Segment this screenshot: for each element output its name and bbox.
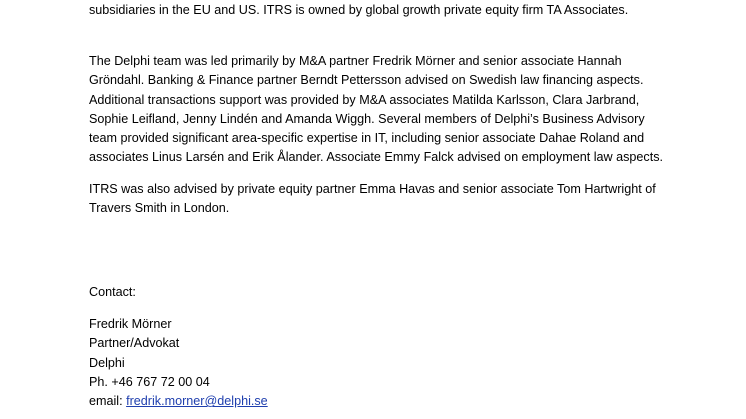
contact-email-label: email: xyxy=(89,394,127,409)
text-line: subsidiaries in the EU and US. ITRS is owned by global growth private equity firm TA Associates. xyxy=(89,3,629,17)
contact-email-link[interactable]: fredrik.morner@delphi.se xyxy=(126,394,268,409)
text-line: Travers Smith in London. xyxy=(89,201,230,216)
contact-heading-text: Contact: xyxy=(89,285,136,299)
text-line: Gröndahl. Banking & Finance partner Berndt Pettersson advised on Swedish law financing aspects. xyxy=(89,73,644,88)
contact-company: Delphi xyxy=(89,355,125,370)
contact-heading xyxy=(89,283,659,302)
text-line: team provided significant area-specific expertise in IT, including senior associate Dahae Roland and xyxy=(89,131,645,146)
paragraph-itrs-advisors xyxy=(89,180,659,219)
text-line: Sophie Leifland, Jenny Lindén and Amanda Wiggh. Several members of Delphi’s Business Advisory xyxy=(89,111,645,126)
contact-name: Fredrik Mörner xyxy=(89,317,172,331)
contact-title: Partner/Advokat xyxy=(89,336,180,351)
text-line: associates Linus Larsén and Erik Ålander. Associate Emmy Falck advised on employment law aspects. xyxy=(89,150,663,165)
contact-email-row xyxy=(89,392,659,411)
paragraph-itrs-ownership xyxy=(89,1,659,20)
contact-block xyxy=(89,315,659,411)
text-line: Additional transactions support was provided by M&A associates Matilda Karlsson, Clara Jarbrand, xyxy=(89,92,640,107)
text-line: ITRS was also advised by private equity partner Emma Havas and senior associate Tom Hartwright of xyxy=(89,182,656,196)
paragraph-delphi-team xyxy=(89,52,663,168)
contact-phone: Ph. +46 767 72 00 04 xyxy=(89,374,210,389)
text-line: The Delphi team was led primarily by M&A partner Fredrik Mörner and senior associate Hannah xyxy=(89,54,622,68)
